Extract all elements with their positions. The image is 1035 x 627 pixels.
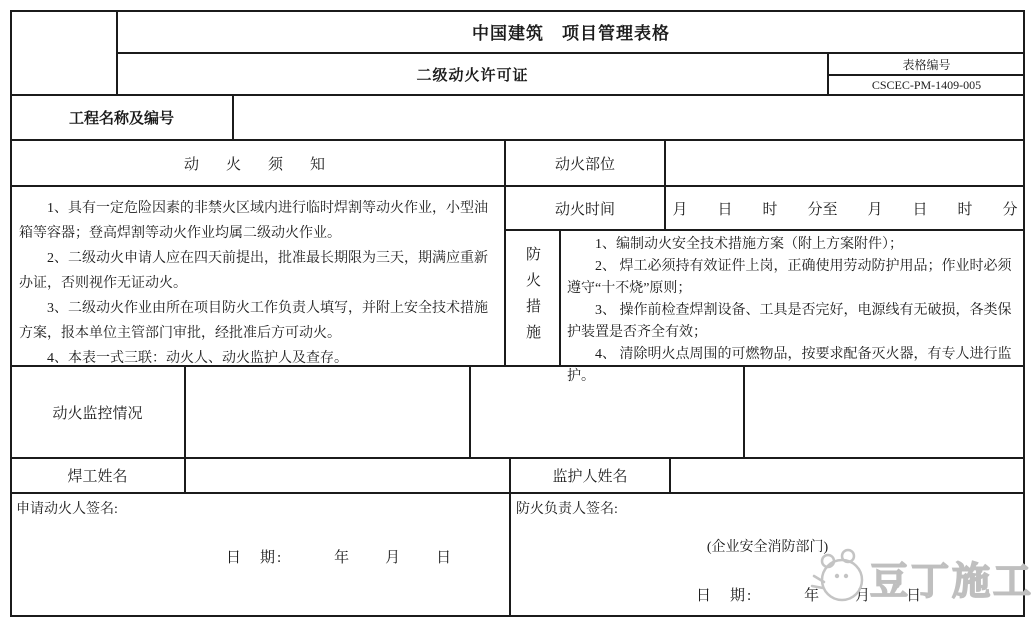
monitoring-value-cell-1 (185, 366, 470, 458)
logo-placeholder-cell (10, 10, 117, 95)
notice-item-3: 3、二级动火作业由所在项目防火工作负责人填写，并附上安全技术措施方案，报本单位主管部门审批，经批准后方可动火。 (19, 301, 488, 341)
welder-name-label: 焊工姓名 (10, 458, 185, 493)
guardian-name-label: 监护人姓名 (510, 458, 670, 493)
measures-content (560, 230, 1025, 384)
fire-chief-date-line: 日 期: 年 月 日 (696, 588, 924, 604)
watermark (808, 546, 1034, 608)
fire-chief-signature-label: 防火负责人签名: (516, 502, 618, 517)
notice-content (10, 186, 505, 366)
project-name-value-cell (233, 95, 1025, 140)
monitoring-value-cell-3 (744, 366, 1025, 458)
form-number-label: 表格编号 (828, 53, 1025, 75)
watermark-text: 豆丁施工 (870, 560, 1035, 603)
applicant-date-line: 日 期: 年 月 日 (226, 550, 454, 566)
monitoring-value-cell-2 (470, 366, 744, 458)
notice-title: 动 火 须 知 (10, 140, 505, 186)
form-number-value: CSCEC-PM-1409-005 (828, 75, 1025, 95)
applicant-signature-cell (10, 493, 510, 617)
hot-work-time-value: 月 日 时 分至 月 日 时 分 (665, 186, 1025, 230)
monitoring-label: 动火监控情况 (10, 366, 185, 458)
welder-name-value-cell (185, 458, 510, 493)
measures-label-cell (505, 230, 560, 366)
douding-mascot-icon (808, 546, 870, 608)
permit-title: 二级动火许可证 (117, 53, 828, 95)
notice-item-4: 4、本表一式三联：动火人、动火监护人及查存。 (47, 351, 348, 366)
notice-item-1: 1、具有一定危险因素的非禁火区域内进行临时焊割等动火作业，小型油箱等容器；登高焊割等动火作业均属二级动火作业。 (19, 201, 488, 241)
notice-item-2: 2、二级动火申请人应在四天前提出，批准最长期限为三天，期满应重新办证，否则视作无证动火。 (19, 251, 488, 291)
measures-item-2: 2、 焊工必须持有效证件上岗，正确使用劳动防护用品；作业时必须遵守“十不烧”原则； (567, 259, 1012, 296)
department-note: (企业安全消防部门) (706, 540, 829, 555)
guardian-name-value-cell (670, 458, 1025, 493)
measures-item-1: 1、编制动火安全技术措施方案（附上方案附件）； (595, 237, 903, 252)
hot-work-time-label: 动火时间 (505, 186, 665, 230)
project-name-label: 工程名称及编号 (10, 95, 233, 140)
hot-work-location-label: 动火部位 (505, 140, 665, 186)
measures-label: 防火措施 (524, 246, 540, 350)
measures-item-3: 3、 操作前检查焊割设备、工具是否完好，电源线有无破损，各类保护装置是否齐全有效； (567, 303, 1012, 340)
hot-work-location-value-cell (665, 140, 1025, 186)
applicant-signature-label: 申请动火人签名: (16, 502, 118, 517)
measures-item-4: 4、 清除明火点周围的可燃物品，按要求配备灭火器，有专人进行监护。 (567, 347, 1012, 384)
form-series-title: 中国建筑 项目管理表格 (117, 10, 1025, 53)
